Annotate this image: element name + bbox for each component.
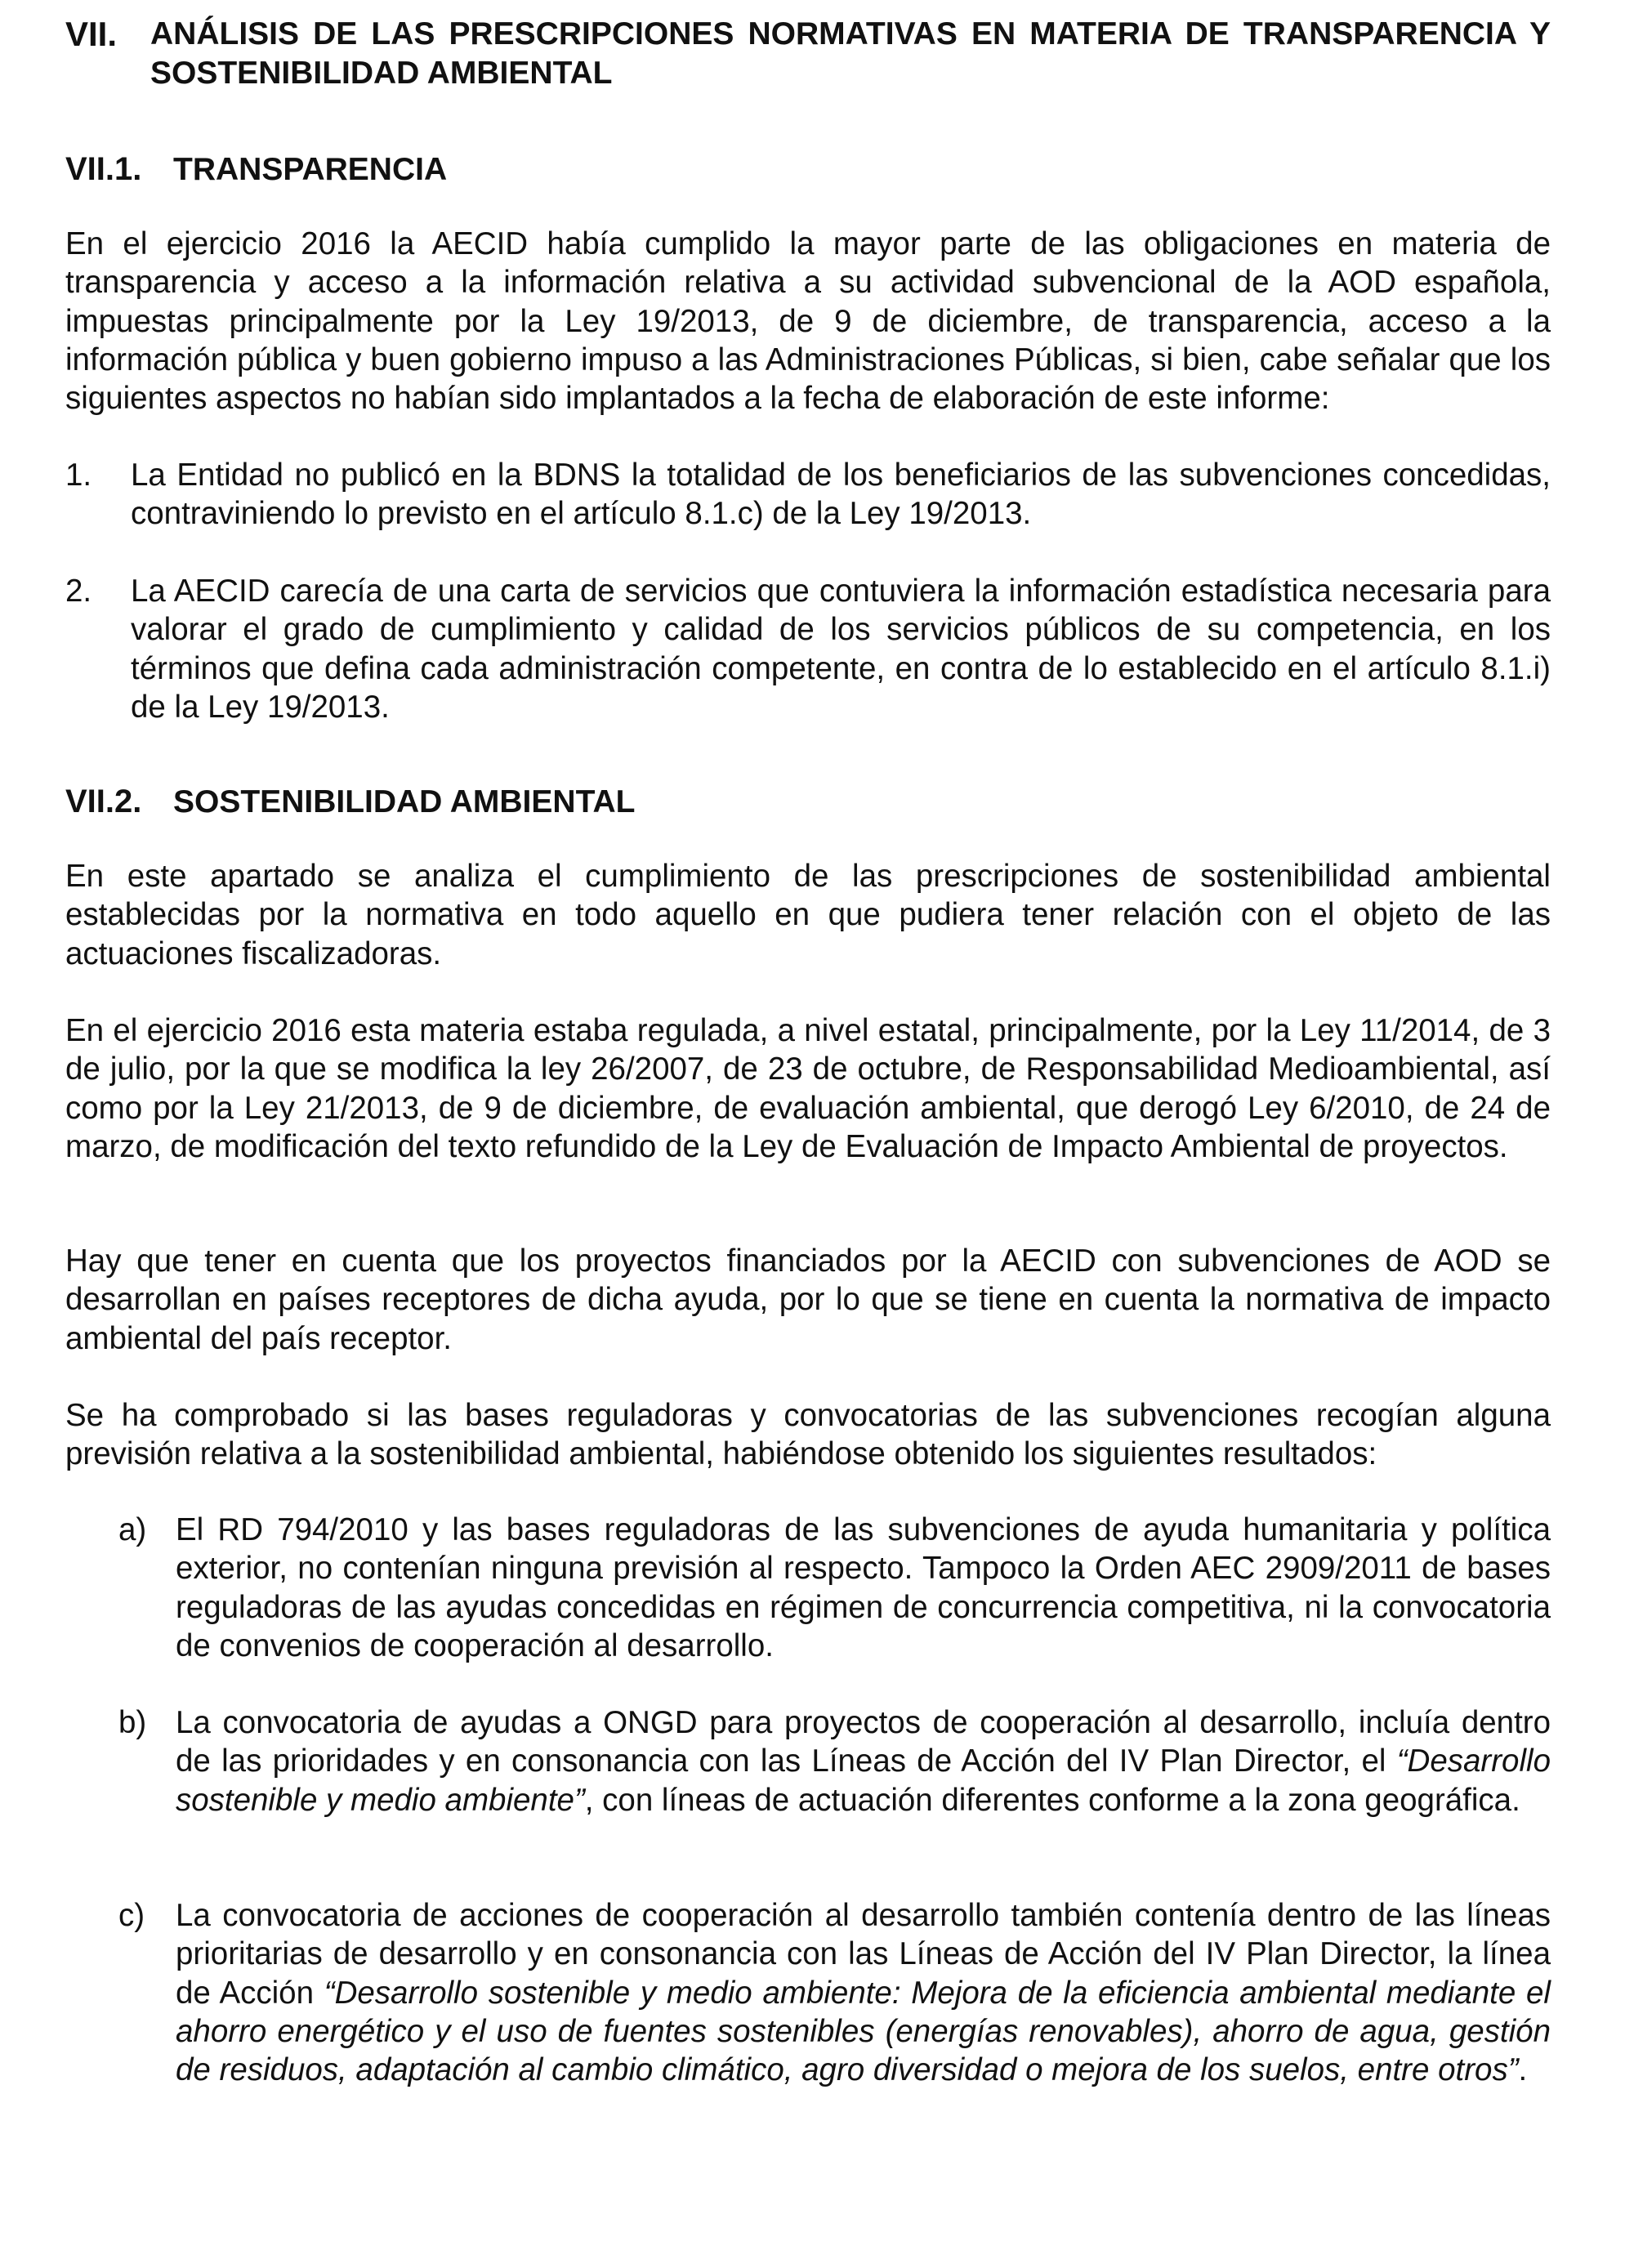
text-run: , con líneas de actuación diferentes conforme a la zona geográfica. — [584, 1782, 1520, 1818]
list-item-letter: b) — [118, 1705, 147, 1740]
list-item-text — [176, 1896, 1551, 2089]
text-run: La convocatoria de ayudas a ONGD para proyectos de cooperación al desarrollo, incluía dentro de las prioridades y en consonancia con las Líneas de Acción del IV Plan Director, el — [176, 1705, 1551, 1779]
list-item — [65, 456, 1551, 534]
chapter-title: ANÁLISIS DE LAS PRESCRIPCIONES NORMATIVAS EN MATERIA DE TRANSPARENCIA Y SOSTENIBILIDAD AMBIENTAL — [150, 16, 1551, 91]
list-item-text: La AECID carecía de una carta de servicios que contuviera la información estadística necesaria para valorar el grado de cumplimiento y calidad de los servicios públicos de su competencia, en los términos que defina cada administración competente, en contra de lo establecido en el artículo 8.1.i) de la Ley 19/2013. — [131, 574, 1551, 725]
list-item — [118, 1896, 1551, 2089]
paragraph: En el ejercicio 2016 esta materia estaba regulada, a nivel estatal, principalmente, por la Ley 11/2014, de 3 de julio, por la que se modifica la ley 26/2007, de 23 de octubre, de Responsabilidad Medioambiental, así como por la Ley 21/2013, de 9 de diciembre, de evaluación ambiental, que derogó Ley 6/2010, de 24 de marzo, de modificación del texto refundido de la Ley de Evaluación de Impacto Ambiental de proyectos. — [65, 1013, 1551, 1164]
paragraph: Se ha comprobado si las bases reguladoras y convocatorias de las subvenciones recogían alguna previsión relativa a la sostenibilidad ambiental, habiéndose obtenido los siguientes resultados: — [65, 1398, 1551, 1472]
list-item-letter: a) — [118, 1512, 147, 1547]
section-heading-transparencia — [65, 150, 447, 190]
list-item-number: 1. — [65, 458, 92, 493]
paragraph: Hay que tener en cuenta que los proyectos financiados por la AECID con subvenciones de AOD se desarrollan en países receptores de dicha ayuda, por lo que se tiene en cuenta la normativa de impacto ambiental del país receptor. — [65, 1243, 1551, 1356]
list-item-letter: c) — [118, 1898, 145, 1933]
list-item-text: El RD 794/2010 y las bases reguladoras de las subvenciones de ayuda humanitaria y política exterior, no contenían ninguna previsión al respecto. Tampoco la Orden AEC 2909/2011 de bases reguladoras de las ayudas concedidas en régimen de concurrencia competitiva, ni la convocatoria de convenios de cooperación al desarrollo. — [176, 1512, 1551, 1663]
italic-quote: “Desarrollo sostenible y medio ambiente: Mejora de la eficiencia ambiental mediante el ahorro energético y el uso de fuentes sostenibles (energías renovables), ahorro de agua, gestión de residuos, adaptación al cambio climático, agro diversidad o mejora de los suelos, entre otros” — [176, 1975, 1551, 2088]
transparencia-intro-paragraph: En el ejercicio 2016 la AECID había cumplido la mayor parte de las obligaciones en materia de transparencia y acceso a la información relativa a su actividad subvencional de la AOD española, impuestas principalmente por la Ley 19/2013, de 9 de diciembre, de transparencia, acceso a la información pública y buen gobierno impuso a las Administraciones Públicas, si bien, cabe señalar que los siguientes aspectos no habían sido implantados a la fecha de elaboración de este informe: — [65, 226, 1551, 417]
paragraph: En este apartado se analiza el cumplimiento de las prescripciones de sostenibilidad ambiental establecidas por la normativa en todo aquello en que pudiera tener relación con el objeto de las actuaciones fiscalizadoras. — [65, 859, 1551, 971]
text-run: La convocatoria de acciones de cooperación al desarrollo también contenía dentro de las líneas prioritarias de desarrollo y en consonancia con las Líneas de Acción del IV Plan Director, la línea de Acción — [176, 1898, 1551, 2011]
list-item — [118, 1703, 1551, 1819]
chapter-heading — [65, 15, 1551, 93]
italic-quote: “Desarrollo sostenible y medio ambiente” — [176, 1743, 1551, 1818]
text-run: . — [1518, 2052, 1528, 2088]
list-item — [65, 572, 1551, 726]
section-heading-sostenibilidad — [65, 782, 635, 822]
chapter-number: VII. — [65, 15, 118, 53]
section-title: SOSTENIBILIDAD AMBIENTAL — [173, 784, 636, 819]
section-number: VII.1. — [65, 151, 142, 187]
list-item-text: La Entidad no publicó en la BDNS la totalidad de los beneficiarios de las subvenciones concedidas, contraviniendo lo previsto en el artículo 8.1.c) de la Ley 19/2013. — [131, 458, 1551, 532]
list-item-number: 2. — [65, 574, 92, 609]
section-title: TRANSPARENCIA — [173, 152, 448, 187]
list-item — [118, 1511, 1551, 1665]
list-item-text — [176, 1703, 1551, 1819]
section-number: VII.2. — [65, 784, 142, 819]
